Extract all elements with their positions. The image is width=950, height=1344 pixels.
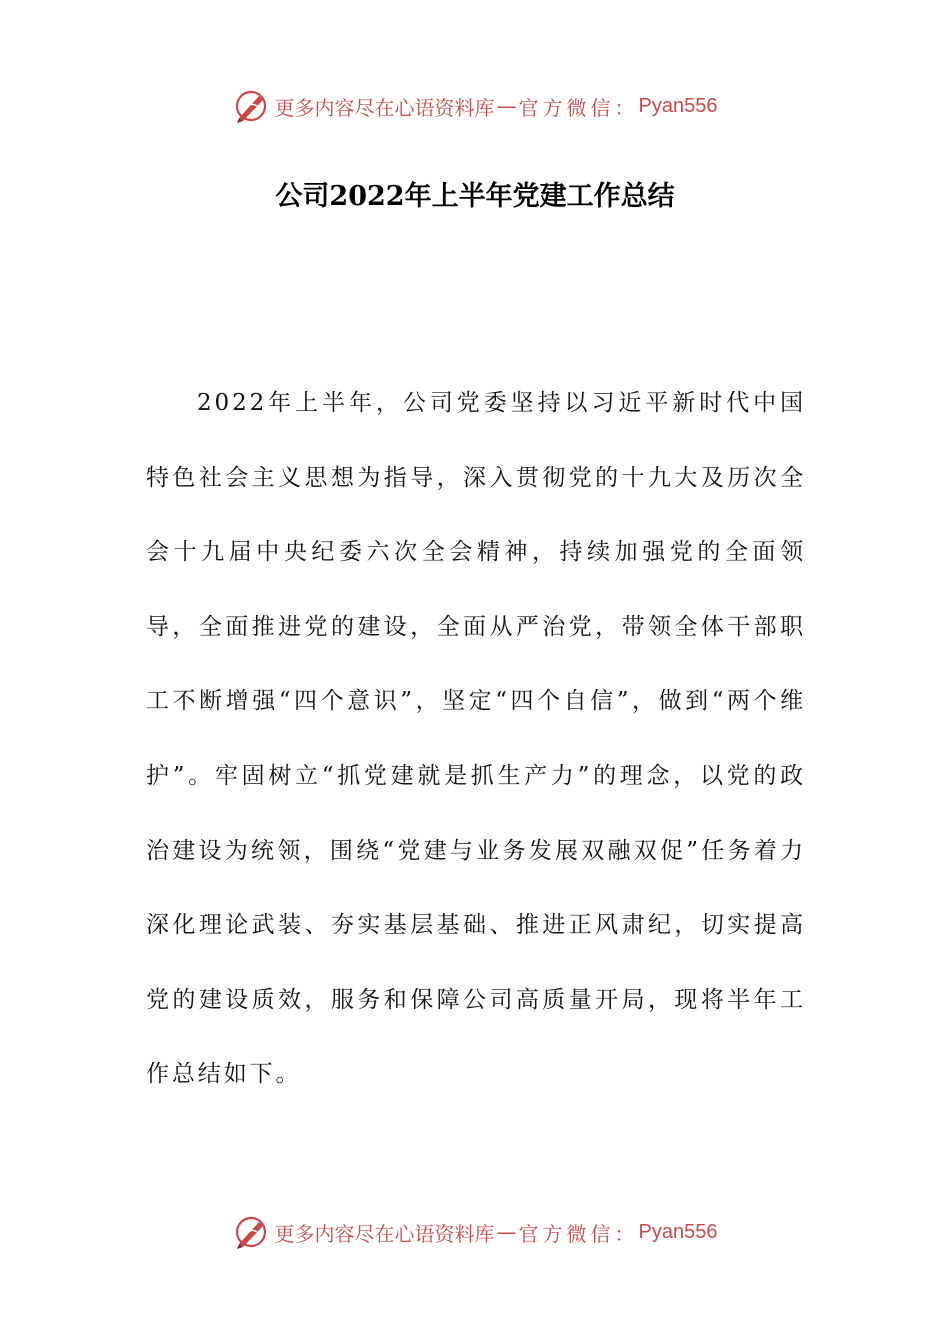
pen-circle-logo-icon	[233, 1214, 269, 1250]
header-watermark-banner	[0, 86, 950, 126]
footer-watermark-dash: —	[496, 1220, 517, 1244]
header-watermark-wechat-label: 官方微信：	[518, 95, 639, 120]
footer-watermark-banner	[0, 1212, 950, 1252]
footer-watermark-text: 更多内容尽在心语资料库	[274, 1221, 495, 1246]
document-title: 公司2022年上半年党建工作总结	[275, 181, 675, 212]
header-watermark-wechat-id: Pyan556	[638, 94, 718, 117]
footer-watermark-wechat-label: 官方微信：	[518, 1221, 639, 1246]
footer-watermark-wechat-id: Pyan556	[638, 1220, 718, 1243]
document-paragraph: 2022年上半年，公司党委坚持以习近平新时代中国特色社会主义思想为指导，深入贯彻党的十九大及历次全会十九届中央纪委六次全会精神，持续加强党的全面领导，全面推进党的建设，全面从严治党，带领全体干部职工不断增强“四个意识”，坚定“四个自信”，做到“两个维护”。牢固树立“抓党建就是抓生产力”的理念，以党的政治建设为统领，围绕“党建与业务发展双融双促”任务着力深化理论武装、夯实基层基础、推进正风肃纪，切实提高党的建设质效，服务和保障公司高质量开局，现将半年工作总结如下。	[146, 390, 806, 1088]
header-watermark-text: 更多内容尽在心语资料库	[274, 95, 495, 120]
header-watermark-dash: —	[496, 94, 517, 118]
pen-circle-logo-icon	[233, 88, 269, 124]
